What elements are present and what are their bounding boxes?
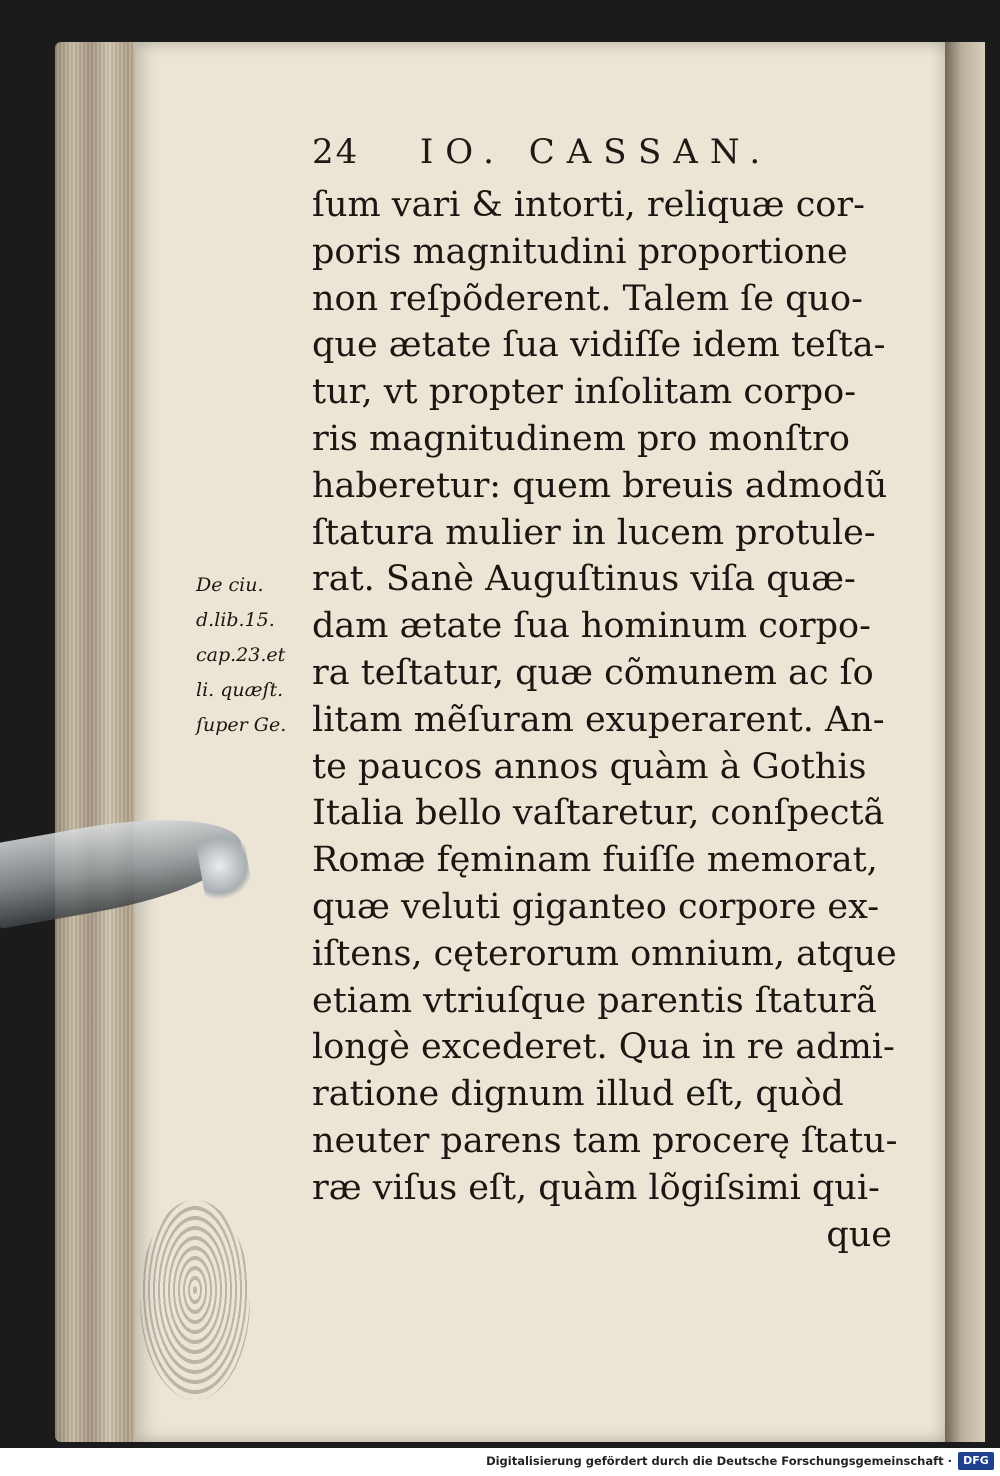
text-line: ratione dignum illud eſt, quòd bbox=[312, 1074, 844, 1115]
text-line: longè excederet. Qua in re admi- bbox=[312, 1027, 895, 1068]
footer-bar bbox=[0, 1448, 1000, 1476]
text-line: que ætate ſua vidiſſe idem teſta- bbox=[312, 325, 886, 366]
text-line: ris magnitudinem pro monſtro bbox=[312, 418, 850, 459]
page-number: 24 bbox=[312, 132, 360, 172]
text-line: Italia bello vaſtaretur, conſpectã bbox=[312, 793, 885, 834]
text-line: rat. Sanè Auguſtinus viſa quæ- bbox=[312, 559, 856, 600]
page-header bbox=[312, 132, 892, 172]
marginal-note-line: d.lib.15. bbox=[196, 609, 275, 631]
text-line: etiam vtriuſque parentis ſtaturã bbox=[312, 980, 877, 1021]
text-line: poris magnitudini proportione bbox=[312, 231, 848, 272]
text-line: haberetur: quem breuis admodũ bbox=[312, 465, 888, 506]
marginal-note-line: De ciu. bbox=[196, 574, 264, 596]
text-line: ſtatura mulier in lucem protule- bbox=[312, 512, 876, 553]
body-text bbox=[312, 182, 898, 1258]
marginal-note-line: li. quæſt. bbox=[196, 679, 284, 701]
facing-page-edge bbox=[945, 42, 985, 1442]
catchword: que bbox=[826, 1214, 892, 1255]
fingerprint-smudge bbox=[140, 1200, 250, 1400]
text-line: ræ viſus eſt, quàm lõgiſsimi qui- bbox=[312, 1167, 880, 1208]
text-line: ra teſtatur, quæ cõmunem ac ſo bbox=[312, 652, 874, 693]
text-line: dam ætate ſua hominum corpo- bbox=[312, 606, 871, 647]
book-fore-edge bbox=[55, 42, 145, 1442]
text-line: iſtens, cęterorum omnium, atque bbox=[312, 933, 897, 974]
marginal-note-line: cap.23.et bbox=[196, 644, 286, 666]
text-line: Romæ fęminam fuiſſe memorat, bbox=[312, 840, 878, 881]
text-line: tur, vt propter inſolitam corpo- bbox=[312, 372, 857, 413]
running-head: IO. CASSAN. bbox=[419, 132, 773, 172]
text-line: ſum vari & intorti, reliquæ cor- bbox=[312, 185, 865, 225]
text-line: quæ veluti giganteo corpore ex- bbox=[312, 886, 880, 927]
marginal-note bbox=[196, 568, 326, 743]
dfg-logo: DFG bbox=[958, 1452, 994, 1470]
text-line: non reſpõderent. Talem ſe quo- bbox=[312, 278, 863, 319]
funding-credit: Digitalisierung gefördert durch die Deutsche Forschungsgemeinschaft · bbox=[486, 1454, 952, 1468]
text-line: litam mẽſuram exuperarent. An- bbox=[312, 699, 885, 740]
text-line: te paucos annos quàm à Gothis bbox=[312, 746, 867, 787]
marginal-note-line: ſuper Ge. bbox=[196, 714, 287, 736]
text-line: neuter parens tam procerę ſtatu- bbox=[312, 1120, 898, 1161]
